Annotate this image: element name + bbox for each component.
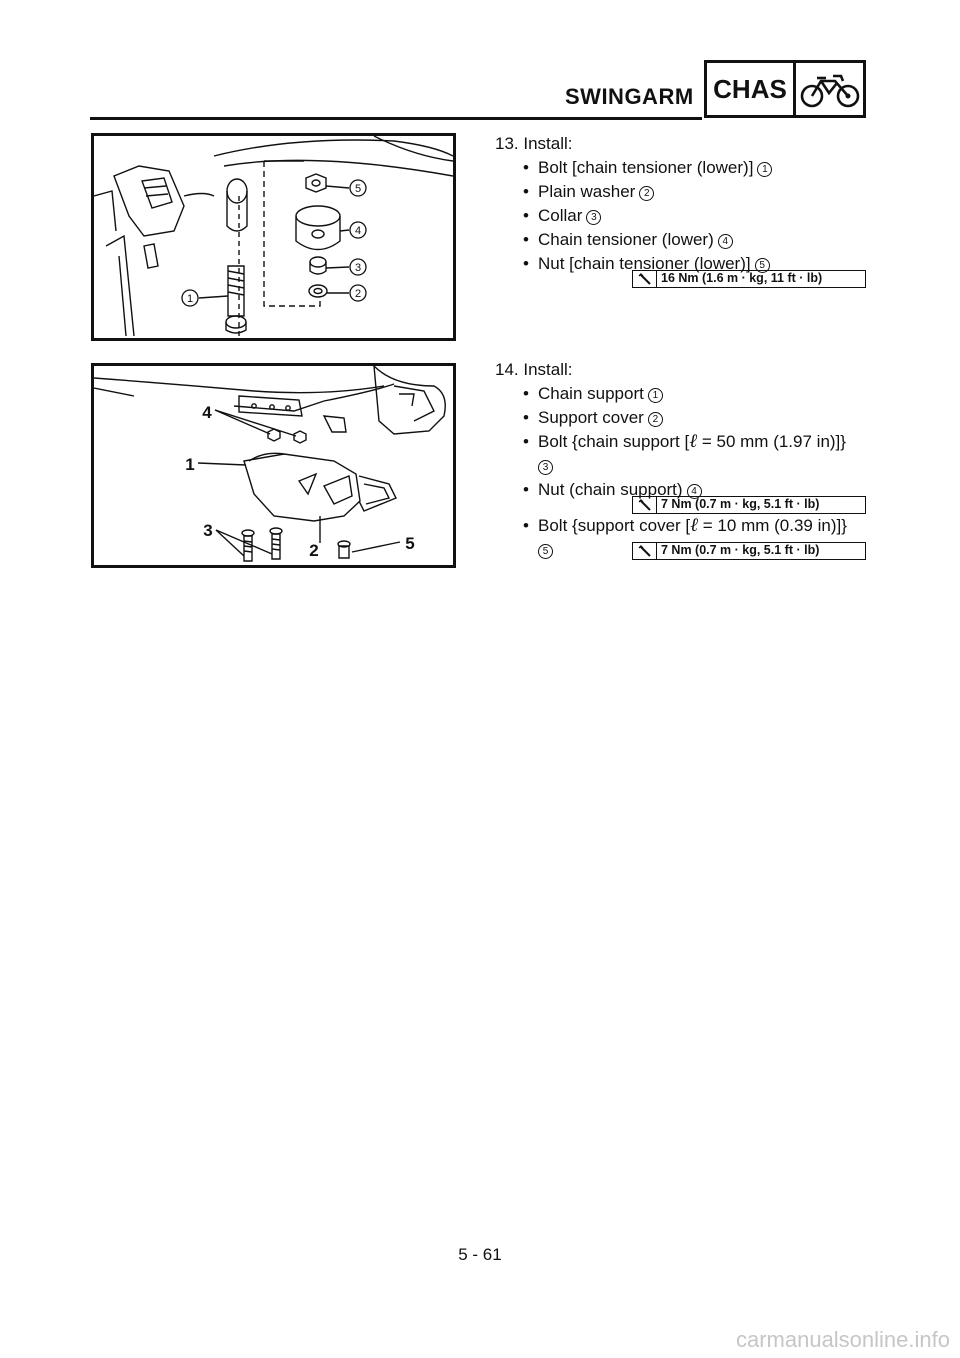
ref-number: 1 <box>648 388 663 403</box>
svg-text:1: 1 <box>186 293 194 305</box>
callout-1 <box>182 290 198 306</box>
svg-text:3: 3 <box>354 262 362 274</box>
svg-text:5: 5 <box>354 183 362 195</box>
header-rule <box>90 117 702 120</box>
ref-number: 4 <box>687 484 702 499</box>
list-item: • Nut [chain tensioner (lower)] 5 <box>519 252 772 276</box>
callout-4 <box>350 222 366 238</box>
list-item: • Plain washer 2 <box>519 180 772 204</box>
section-title: SWINGARM <box>565 84 694 109</box>
ref-number: 4 <box>718 234 733 249</box>
callout-4: 4 <box>202 403 212 422</box>
list-item: • Bolt {support cover [ℓ = 10 mm (0.39 in)]} 5 <box>523 515 847 557</box>
svg-text:4: 4 <box>354 225 362 237</box>
list-item: • Bolt {chain support [ℓ = 50 mm (1.97 in)]} 3 <box>523 431 846 473</box>
list-item: • Nut (chain support) 4 <box>519 478 846 502</box>
ref-number: 2 <box>648 412 663 427</box>
step-heading: 14. Install: <box>495 360 573 379</box>
torque-value: 7 Nm (0.7 m · kg, 5.1 ft · lb) <box>661 497 820 511</box>
step-heading: 13. Install: <box>495 134 573 153</box>
ref-number: 5 <box>538 544 553 559</box>
torque-value: 7 Nm (0.7 m · kg, 5.1 ft · lb) <box>661 543 820 557</box>
callout-3: 3 <box>203 521 213 540</box>
list-item: • Collar 3 <box>519 204 772 228</box>
callout-5 <box>350 180 366 196</box>
length-symbol: ℓ <box>689 431 698 452</box>
torque-wrench-icon <box>633 497 657 513</box>
torque-spec <box>632 496 866 514</box>
callout-5: 5 <box>405 534 415 553</box>
ref-number: 2 <box>639 186 654 201</box>
list-item: • Support cover 2 <box>519 406 846 430</box>
callout-3 <box>350 259 366 275</box>
ref-number: 1 <box>757 162 772 177</box>
chassis-badge <box>704 60 866 118</box>
ref-number: 3 <box>538 460 553 475</box>
callout-1: 1 <box>185 455 195 474</box>
step-13 <box>495 132 772 276</box>
list-item: • Chain support 1 <box>519 382 846 406</box>
torque-wrench-icon <box>633 271 657 287</box>
page-number: 5 - 61 <box>458 1245 502 1264</box>
step-14 <box>495 358 846 502</box>
ref-number: 5 <box>755 258 770 273</box>
torque-spec <box>632 270 866 288</box>
svg-text:2: 2 <box>354 288 362 300</box>
torque-spec <box>632 542 866 560</box>
torque-value: 16 Nm (1.6 m · kg, 11 ft · lb) <box>661 271 823 285</box>
callout-2: 2 <box>309 541 319 560</box>
list-item: • Bolt [chain tensioner (lower)] 1 <box>519 156 772 180</box>
chain-tensioner-figure <box>91 133 456 341</box>
badge-label: CHAS <box>707 63 796 115</box>
watermark-text: carmanualsonline.info <box>735 1327 950 1352</box>
torque-wrench-icon <box>633 543 657 559</box>
length-symbol: ℓ <box>690 515 699 536</box>
callout-2 <box>350 285 366 301</box>
ref-number: 3 <box>586 210 601 225</box>
motorcycle-icon <box>796 63 863 115</box>
chain-support-figure <box>91 363 456 568</box>
list-item: • Chain tensioner (lower) 4 <box>519 228 772 252</box>
